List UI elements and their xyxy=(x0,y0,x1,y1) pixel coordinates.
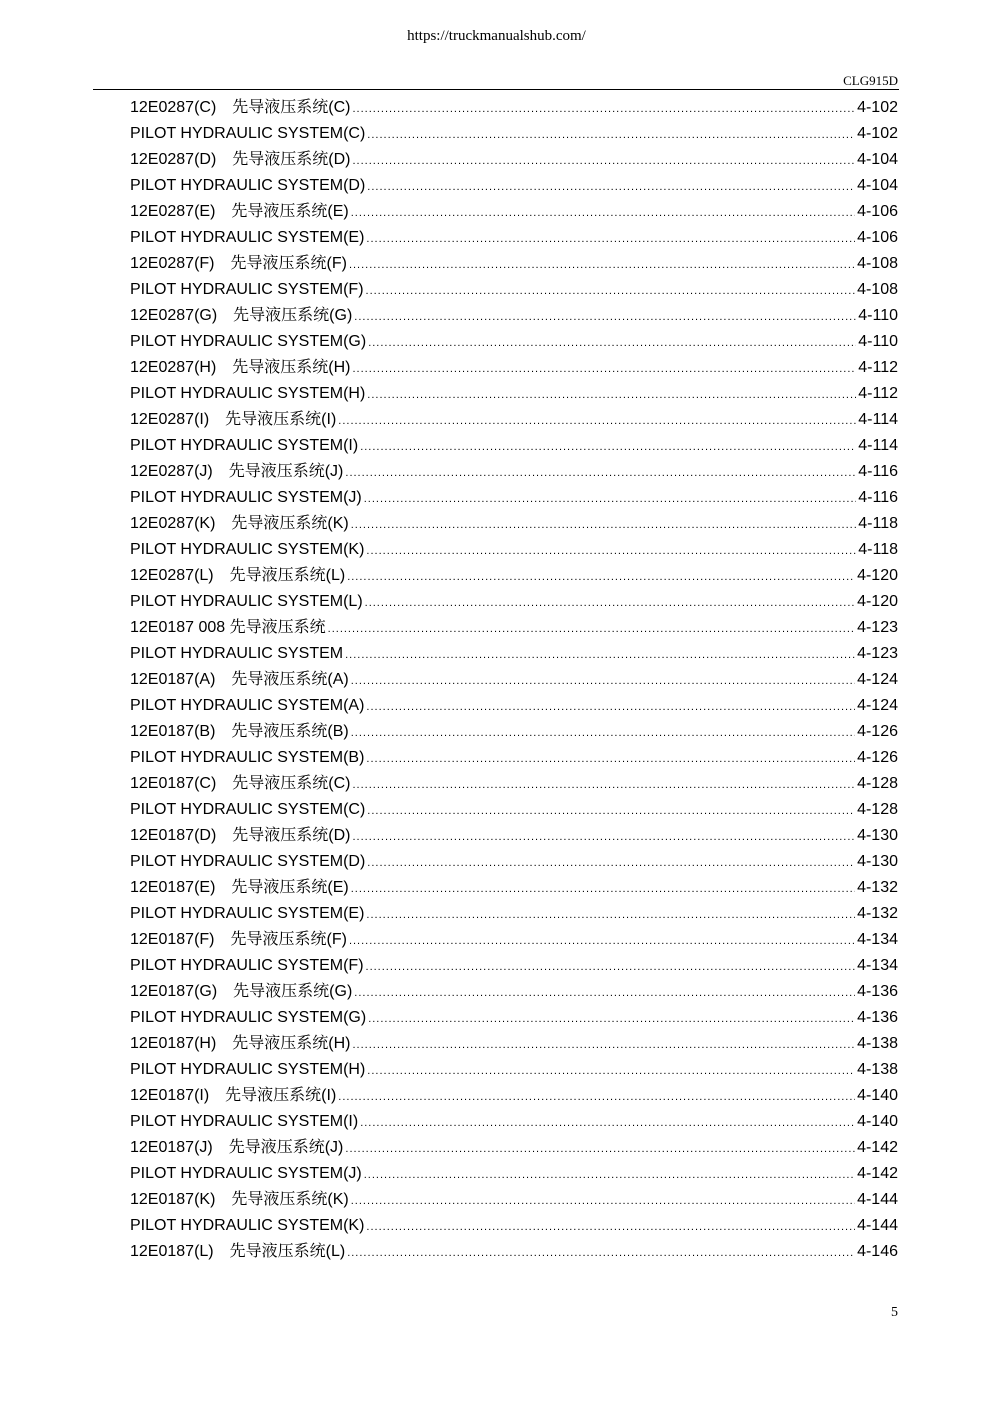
toc-entry-title: PILOT HYDRAULIC SYSTEM xyxy=(130,645,344,662)
toc-entry-title: 12E0187(A) 先导液压系统(A) xyxy=(130,671,349,688)
toc-entry-title: PILOT HYDRAULIC SYSTEM(J) xyxy=(130,489,362,506)
toc-entry[interactable] xyxy=(130,277,898,303)
toc-entry[interactable] xyxy=(130,901,898,927)
toc-entry-page: 4-126 xyxy=(857,723,898,740)
toc-entry[interactable] xyxy=(130,823,898,849)
toc-entry-page: 4-124 xyxy=(857,671,898,688)
toc-dot-leader xyxy=(368,330,856,356)
toc-dot-leader xyxy=(351,720,855,746)
toc-entry[interactable] xyxy=(130,147,898,173)
toc-entry[interactable] xyxy=(130,1057,898,1083)
toc-entry[interactable] xyxy=(130,1083,898,1109)
toc-dot-leader xyxy=(366,538,856,564)
toc-dot-leader xyxy=(349,928,855,954)
toc-dot-leader xyxy=(353,148,856,174)
toc-entry[interactable] xyxy=(130,641,898,667)
toc-entry-title: 12E0287(E) 先导液压系统(E) xyxy=(130,203,349,220)
toc-dot-leader xyxy=(364,1162,855,1188)
toc-entry-title: 12E0187(F) 先导液压系统(F) xyxy=(130,931,347,948)
toc-entry-title: 12E0287(J) 先导液压系统(J) xyxy=(130,463,344,480)
toc-entry[interactable] xyxy=(130,1239,898,1265)
toc-entry-page: 4-110 xyxy=(858,307,898,324)
toc-entry-title: PILOT HYDRAULIC SYSTEM(G) xyxy=(130,1009,367,1026)
toc-entry-page: 4-123 xyxy=(857,645,898,662)
toc-entry[interactable] xyxy=(130,1031,898,1057)
toc-dot-leader xyxy=(364,486,857,512)
toc-entry-page: 4-114 xyxy=(858,411,898,428)
toc-dot-leader xyxy=(366,902,855,928)
toc-dot-leader xyxy=(338,1084,855,1110)
toc-dot-leader xyxy=(353,1032,856,1058)
toc-entry-title: PILOT HYDRAULIC SYSTEM(B) xyxy=(130,749,365,766)
toc-entry-page: 4-112 xyxy=(858,359,898,376)
toc-dot-leader xyxy=(351,1188,855,1214)
page-number: 5 xyxy=(891,1305,898,1320)
toc-dot-leader xyxy=(366,746,855,772)
toc-dot-leader xyxy=(367,1058,855,1084)
toc-entry[interactable] xyxy=(130,1109,898,1135)
header-model-code: CLG915D xyxy=(843,73,898,88)
toc-entry[interactable] xyxy=(130,1135,898,1161)
toc-dot-leader xyxy=(366,694,855,720)
toc-entry-page: 4-138 xyxy=(857,1061,898,1078)
toc-entry-title: PILOT HYDRAULIC SYSTEM(D) xyxy=(130,177,366,194)
toc-entry-title: PILOT HYDRAULIC SYSTEM(E) xyxy=(130,905,365,922)
table-of-contents xyxy=(130,95,898,1265)
toc-entry[interactable] xyxy=(130,849,898,875)
toc-entry[interactable] xyxy=(130,199,898,225)
toc-entry-page: 4-102 xyxy=(857,99,898,116)
toc-entry-title: PILOT HYDRAULIC SYSTEM(H) xyxy=(130,385,366,402)
toc-entry[interactable] xyxy=(130,927,898,953)
toc-entry-page: 4-118 xyxy=(858,541,898,558)
toc-entry-page: 4-104 xyxy=(857,151,898,168)
toc-dot-leader xyxy=(345,1136,855,1162)
toc-entry[interactable] xyxy=(130,1161,898,1187)
header-divider xyxy=(93,89,899,90)
toc-entry-title: PILOT HYDRAULIC SYSTEM(D) xyxy=(130,853,366,870)
toc-entry-page: 4-140 xyxy=(857,1113,898,1130)
toc-entry-page: 4-136 xyxy=(857,1009,898,1026)
toc-dot-leader xyxy=(351,876,855,902)
toc-entry-title: PILOT HYDRAULIC SYSTEM(I) xyxy=(130,1113,359,1130)
toc-entry-page: 4-128 xyxy=(857,801,898,818)
toc-entry[interactable] xyxy=(130,511,898,537)
toc-entry[interactable] xyxy=(130,667,898,693)
toc-entry[interactable] xyxy=(130,1187,898,1213)
toc-dot-leader xyxy=(367,174,855,200)
toc-entry-title: 12E0187(D) 先导液压系统(D) xyxy=(130,827,351,844)
toc-entry[interactable] xyxy=(130,693,898,719)
toc-entry-title: PILOT HYDRAULIC SYSTEM(A) xyxy=(130,697,365,714)
toc-entry-page: 4-112 xyxy=(858,385,898,402)
toc-dot-leader xyxy=(349,252,855,278)
toc-entry-page: 4-136 xyxy=(857,983,898,1000)
toc-entry-page: 4-142 xyxy=(857,1139,898,1156)
toc-entry-page: 4-108 xyxy=(857,281,898,298)
toc-entry[interactable] xyxy=(130,303,898,329)
toc-entry-title: PILOT HYDRAULIC SYSTEM(K) xyxy=(130,1217,365,1234)
toc-entry-page: 4-144 xyxy=(857,1191,898,1208)
toc-entry-title: 12E0187 008 先导液压系统 xyxy=(130,619,326,636)
toc-dot-leader xyxy=(353,772,856,798)
toc-dot-leader xyxy=(351,668,855,694)
toc-entry-page: 4-140 xyxy=(857,1087,898,1104)
toc-entry[interactable] xyxy=(130,797,898,823)
toc-entry-title: 12E0187(K) 先导液压系统(K) xyxy=(130,1191,349,1208)
toc-entry[interactable] xyxy=(130,225,898,251)
toc-entry-title: PILOT HYDRAULIC SYSTEM(J) xyxy=(130,1165,362,1182)
toc-entry-page: 4-146 xyxy=(857,1243,898,1260)
toc-dot-leader xyxy=(367,850,855,876)
toc-entry-title: 12E0287(D) 先导液压系统(D) xyxy=(130,151,351,168)
toc-dot-leader xyxy=(366,226,855,252)
toc-dot-leader xyxy=(338,408,856,434)
toc-entry[interactable] xyxy=(130,381,898,407)
toc-entry[interactable] xyxy=(130,251,898,277)
toc-entry[interactable] xyxy=(130,745,898,771)
toc-entry-title: PILOT HYDRAULIC SYSTEM(K) xyxy=(130,541,365,558)
toc-entry[interactable] xyxy=(130,407,898,433)
toc-entry-page: 4-124 xyxy=(857,697,898,714)
toc-entry[interactable] xyxy=(130,875,898,901)
toc-dot-leader xyxy=(345,642,855,668)
toc-dot-leader xyxy=(360,1110,855,1136)
toc-entry-title: 12E0187(I) 先导液压系统(I) xyxy=(130,1087,337,1104)
toc-entry[interactable] xyxy=(130,433,898,459)
toc-entry[interactable] xyxy=(130,979,898,1005)
toc-dot-leader xyxy=(353,824,856,850)
toc-dot-leader xyxy=(367,122,855,148)
toc-entry-title: PILOT HYDRAULIC SYSTEM(I) xyxy=(130,437,359,454)
toc-entry-title: 12E0187(E) 先导液压系统(E) xyxy=(130,879,349,896)
toc-entry[interactable] xyxy=(130,1213,898,1239)
toc-dot-leader xyxy=(366,954,856,980)
toc-entry-page: 4-134 xyxy=(857,957,898,974)
toc-entry-title: 12E0187(L) 先导液压系统(L) xyxy=(130,1243,346,1260)
toc-dot-leader xyxy=(360,434,856,460)
toc-entry[interactable] xyxy=(130,771,898,797)
toc-entry-title: 12E0287(H) 先导液压系统(H) xyxy=(130,359,351,376)
toc-dot-leader xyxy=(345,460,856,486)
toc-entry-title: PILOT HYDRAULIC SYSTEM(F) xyxy=(130,957,364,974)
toc-entry-page: 4-144 xyxy=(857,1217,898,1234)
toc-entry-title: 12E0287(I) 先导液压系统(I) xyxy=(130,411,337,428)
header-url: https://truckmanualshub.com/ xyxy=(407,28,586,44)
toc-dot-leader xyxy=(347,564,855,590)
toc-entry-title: 12E0187(H) 先导液压系统(H) xyxy=(130,1035,351,1052)
toc-dot-leader xyxy=(328,616,855,642)
toc-entry-page: 4-123 xyxy=(857,619,898,636)
toc-dot-leader xyxy=(347,1240,855,1266)
toc-entry-page: 4-116 xyxy=(858,489,898,506)
toc-entry-title: 12E0287(C) 先导液压系统(C) xyxy=(130,99,351,116)
toc-entry-page: 4-106 xyxy=(857,229,898,246)
toc-dot-leader xyxy=(366,278,856,304)
toc-entry-page: 4-104 xyxy=(857,177,898,194)
toc-dot-leader xyxy=(365,590,855,616)
toc-entry-title: PILOT HYDRAULIC SYSTEM(F) xyxy=(130,281,364,298)
toc-entry-title: PILOT HYDRAULIC SYSTEM(C) xyxy=(130,125,366,142)
toc-entry-page: 4-118 xyxy=(858,515,898,532)
toc-entry-page: 4-120 xyxy=(857,567,898,584)
toc-entry-title: PILOT HYDRAULIC SYSTEM(G) xyxy=(130,333,367,350)
toc-entry-title: PILOT HYDRAULIC SYSTEM(L) xyxy=(130,593,363,610)
toc-entry-page: 4-138 xyxy=(857,1035,898,1052)
toc-entry[interactable] xyxy=(130,719,898,745)
toc-dot-leader xyxy=(351,512,857,538)
toc-dot-leader xyxy=(366,1214,855,1240)
toc-dot-leader xyxy=(354,980,855,1006)
toc-entry[interactable] xyxy=(130,953,898,979)
toc-entry-title: 12E0287(K) 先导液压系统(K) xyxy=(130,515,349,532)
toc-entry[interactable] xyxy=(130,355,898,381)
toc-entry-page: 4-132 xyxy=(857,905,898,922)
toc-entry[interactable] xyxy=(130,615,898,641)
toc-entry[interactable] xyxy=(130,329,898,355)
toc-dot-leader xyxy=(367,382,856,408)
toc-entry[interactable] xyxy=(130,1005,898,1031)
toc-entry-title: PILOT HYDRAULIC SYSTEM(C) xyxy=(130,801,366,818)
toc-entry-page: 4-130 xyxy=(857,853,898,870)
toc-dot-leader xyxy=(354,304,856,330)
toc-entry[interactable] xyxy=(130,121,898,147)
toc-entry-page: 4-108 xyxy=(857,255,898,272)
toc-entry-title: 12E0287(L) 先导液压系统(L) xyxy=(130,567,346,584)
toc-entry-page: 4-126 xyxy=(857,749,898,766)
toc-entry[interactable] xyxy=(130,485,898,511)
toc-entry-page: 4-110 xyxy=(858,333,898,350)
toc-dot-leader xyxy=(353,356,857,382)
toc-entry-title: PILOT HYDRAULIC SYSTEM(E) xyxy=(130,229,365,246)
toc-entry-page: 4-120 xyxy=(857,593,898,610)
toc-entry-title: PILOT HYDRAULIC SYSTEM(H) xyxy=(130,1061,366,1078)
toc-entry[interactable] xyxy=(130,589,898,615)
toc-dot-leader xyxy=(351,200,855,226)
toc-entry-page: 4-128 xyxy=(857,775,898,792)
toc-entry-page: 4-142 xyxy=(857,1165,898,1182)
toc-dot-leader xyxy=(367,798,855,824)
toc-entry-title: 12E0187(G) 先导液压系统(G) xyxy=(130,983,353,1000)
toc-dot-leader xyxy=(353,96,856,122)
toc-entry-page: 4-114 xyxy=(858,437,898,454)
toc-entry-title: 12E0187(B) 先导液压系统(B) xyxy=(130,723,349,740)
toc-entry-title: 12E0187(C) 先导液压系统(C) xyxy=(130,775,351,792)
toc-entry-title: 12E0187(J) 先导液压系统(J) xyxy=(130,1139,344,1156)
toc-entry[interactable] xyxy=(130,563,898,589)
toc-entry-title: 12E0287(G) 先导液压系统(G) xyxy=(130,307,353,324)
toc-entry-page: 4-106 xyxy=(857,203,898,220)
toc-entry-page: 4-116 xyxy=(858,463,898,480)
toc-entry-page: 4-130 xyxy=(857,827,898,844)
toc-entry-page: 4-134 xyxy=(857,931,898,948)
toc-entry-title: 12E0287(F) 先导液压系统(F) xyxy=(130,255,347,272)
toc-entry[interactable] xyxy=(130,95,898,121)
toc-entry-page: 4-102 xyxy=(857,125,898,142)
toc-entry-page: 4-132 xyxy=(857,879,898,896)
toc-dot-leader xyxy=(368,1006,855,1032)
toc-entry[interactable] xyxy=(130,537,898,563)
toc-entry[interactable] xyxy=(130,173,898,199)
toc-entry[interactable] xyxy=(130,459,898,485)
